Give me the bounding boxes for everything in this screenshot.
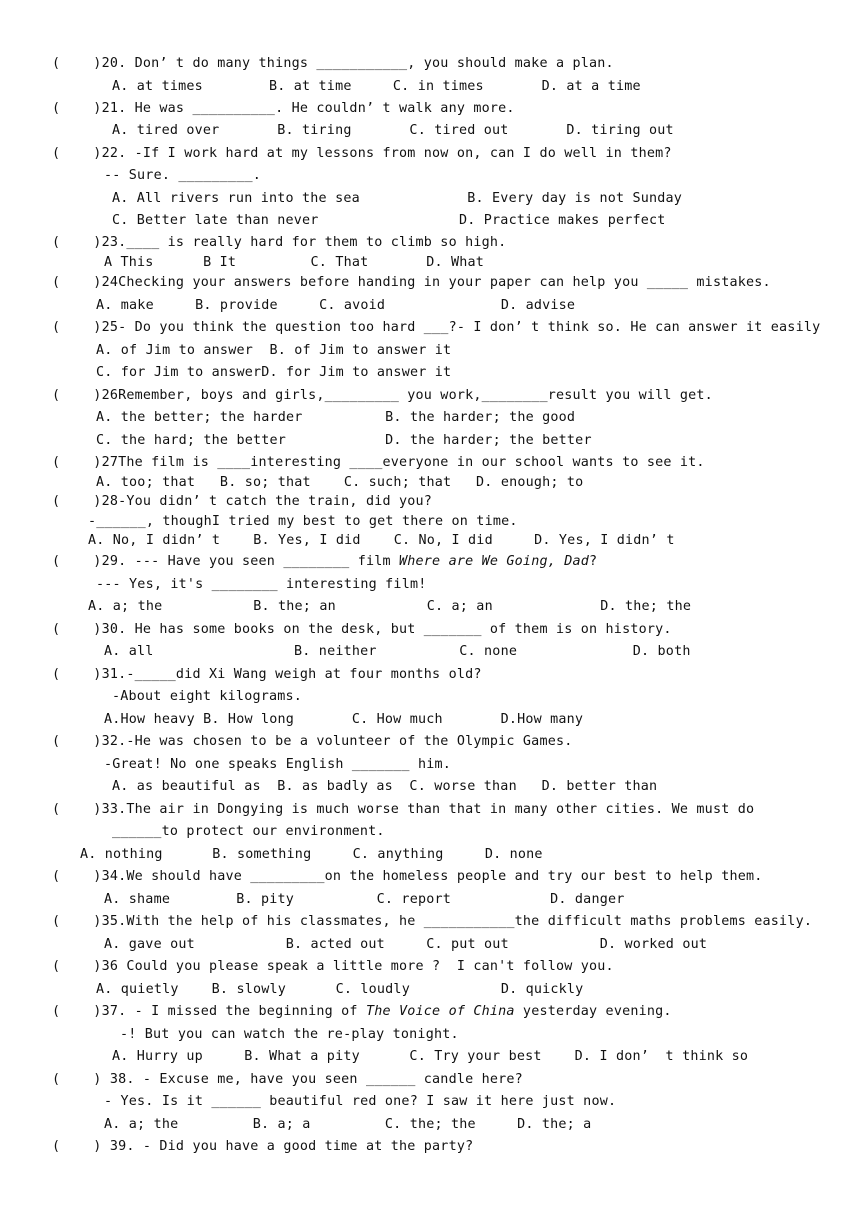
options-25-cd: C. for Jim to answerD. for Jim to answer it <box>96 365 452 380</box>
dialogue-38: - Yes. Is it ______ beautiful red one? I saw it here just now. <box>104 1094 617 1109</box>
question-22: ( )22. -If I work hard at my lessons from now on, can I do well in them? <box>52 146 672 161</box>
question-32: ( )32.-He was chosen to be a volunteer of the Olympic Games. <box>52 734 573 749</box>
question-25: ( )25- Do you think the question too hard ___?- I don’ t think so. He can answer it easily <box>52 320 821 335</box>
question-35: ( )35.With the help of his classmates, he ___________the difficult maths problems easily. <box>52 914 813 929</box>
question-24: ( )24Checking your answers before handing in your paper can help you _____ mistakes. <box>52 275 771 290</box>
dialogue-31: -About eight kilograms. <box>112 689 303 704</box>
options-27: A. too; that B. so; that C. such; that D. enough; to <box>96 475 584 490</box>
question-34: ( )34.We should have _________on the homeless people and try our best to help them. <box>52 869 763 884</box>
question-31: ( )31.-_____did Xi Wang weigh at four months old? <box>52 667 482 682</box>
dialogue-22: -- Sure. _________. <box>104 168 261 183</box>
options-35: A. gave out B. acted out C. put out D. worked out <box>104 937 708 952</box>
question-26: ( )26Remember, boys and girls,_________ you work,________result you will get. <box>52 388 713 403</box>
question-30: ( )30. He has some books on the desk, but _______ of them is on history. <box>52 622 672 637</box>
question-20: ( )20. Don’ t do many things ___________, you should make a plan. <box>52 56 614 71</box>
options-21: A. tired over B. tiring C. tired out D. tiring out <box>112 123 674 138</box>
options-20: A. at times B. at time C. in times D. at a time <box>112 79 641 94</box>
options-38: A. a; the B. a; a C. the; the D. the; a <box>104 1117 592 1132</box>
options-28: A. No, I didn’ t B. Yes, I did C. No, I did D. Yes, I didn’ t <box>88 533 675 548</box>
film-title: Where are We Going, Dad <box>399 554 590 569</box>
options-23: A This B It C. That D. What <box>104 255 485 270</box>
dialogue-28: -______, thoughI tried my best to get there on time. <box>88 514 518 529</box>
options-29: A. a; the B. the; an C. a; an D. the; the <box>88 599 692 614</box>
question-23: ( )23.____ is really hard for them to climb so high. <box>52 235 507 250</box>
options-22-ab: A. All rivers run into the sea B. Every day is not Sunday <box>112 191 683 206</box>
dialogue-37: -! But you can watch the re-play tonight. <box>120 1027 459 1042</box>
question-33: ( )33.The air in Dongying is much worse than that in many other cities. We must do <box>52 802 755 817</box>
question-37: ( )37. - I missed the beginning of The Voice of China yesterday evening. <box>52 1004 672 1019</box>
show-title: The Voice of China <box>365 1004 515 1019</box>
options-26-ab: A. the better; the harder B. the harder; the good <box>96 410 576 425</box>
options-36: A. quietly B. slowly C. loudly D. quickly <box>96 982 584 997</box>
options-25-ab: A. of Jim to answer B. of Jim to answer it <box>96 343 452 358</box>
options-24: A. make B. provide C. avoid D. advise <box>96 298 576 313</box>
question-27: ( )27The film is ____interesting ____everyone in our school wants to see it. <box>52 455 705 470</box>
options-32: A. as beautiful as B. as badly as C. worse than D. better than <box>112 779 658 794</box>
question-36: ( )36 Could you please speak a little more ? I can't follow you. <box>52 959 614 974</box>
options-30: A. all B. neither C. none D. both <box>104 644 691 659</box>
options-37: A. Hurry up B. What a pity C. Try your best D. I don’ t think so <box>112 1049 749 1064</box>
question-38: ( ) 38. - Excuse me, have you seen ______ candle here? <box>52 1072 523 1087</box>
question-39: ( ) 39. - Did you have a good time at the party? <box>52 1139 474 1154</box>
options-22-cd: C. Better late than never D. Practice makes perfect <box>112 213 666 228</box>
question-29: ( )29. --- Have you seen ________ film Where are We Going, Dad? <box>52 554 598 569</box>
question-33-cont: ______to protect our environment. <box>112 824 385 839</box>
options-31: A.How heavy B. How long C. How much D.How many <box>104 712 584 727</box>
question-28: ( )28-You didn’ t catch the train, did you? <box>52 494 433 509</box>
options-34: A. shame B. pity C. report D. danger <box>104 892 625 907</box>
dialogue-32: -Great! No one speaks English _______ him. <box>104 757 451 772</box>
options-26-cd: C. the hard; the better D. the harder; the better <box>96 433 592 448</box>
options-33: A. nothing B. something C. anything D. none <box>80 847 543 862</box>
dialogue-29: --- Yes, it's ________ interesting film! <box>96 577 427 592</box>
question-21: ( )21. He was __________. He couldn’ t walk any more. <box>52 101 515 116</box>
